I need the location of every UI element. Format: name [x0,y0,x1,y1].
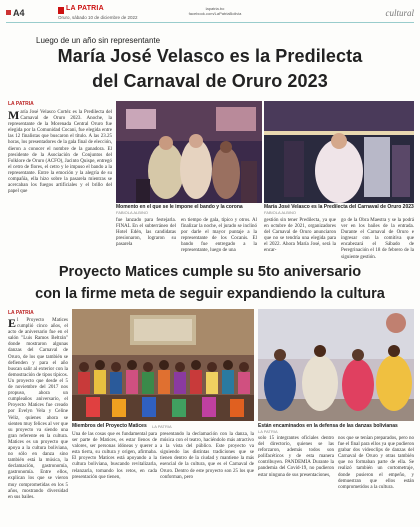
page-header [0,0,420,24]
story2-caption-2: Están encaminados en la defensa de las danzas bolivianas [258,423,398,429]
story2-credit-2: LA PATRIA [258,429,278,434]
social-links: lapatria.bo facebook.com/LaPatriaBolivia [188,6,242,16]
story1-photo-predilecta [264,101,414,203]
story1-headline-line2: del Carnaval de Oruro 2023 [92,71,328,91]
story1-column-5: go de la Obra Maestra y se la podrá ver en los bailes de la entrada. Durante el Carnaval de Oruro e ingresar con la comitiva que encabezará el Sábado de Peregrinación el 18 de febrero de la siguiente gestión. [341,218,414,260]
story1-caption-2: María José Velasco es la Predilecta del Carnaval de Oruro 2023 [264,204,414,210]
story1-caption-1: Momento en el que se le impone el bando y la corona [116,204,243,210]
story2-headline-line1: Proyecto Matices cumple su 5to aniversario [58,264,362,280]
story1-kicker: Luego de un año sin representante [36,36,161,45]
story2-column-3: presentando la declamación con la danza, la música con el teatro, haciéndolo más atractivo a la vista del público. Este proyecto va siguiendo las distintas tradiciones que se tienen dentro de la ciudad y mantiene la más esencial de la cultura, que es el Carnaval de Oruro. Dentro de este proyecto son 25 los que conforman, pero [160,432,254,480]
story1-column-1: María José Velasco Cortéz es la Predilecta del Carnaval de Oruro 2023. Anoche, la representante de la Morenada Central Oruro fue elegida por la Comunidad Cocani, fue elegida entre las 12 finalistas que buscaron el título. A las 23.25 horas, los presentadores de la gala final de elección, dieron a conocer el nombre de la ganadora. El presidente de la Asociación de Conjuntos del Folklore de Oruro (ACFO), Jacinto Quispe, entregó el cetro de flores, el cetro y le impuso el bando a la representante. Entre la emoción y la alegría de su compañía, ella hizo sobre la pasarela mientras se acercaban los fuegos artificiales y el brillo del papel que [8,108,112,195]
story1-column-4: gestión sin tener Predilecta, ya que en octubre de 2021, organizadores del Carnaval de Oruro anunciaron que no se tendría una elegida para el 2022. Ahora María José, será la encar- [264,218,336,254]
story1-photo-crowning [116,101,262,203]
story1-credit-2: FABIOLA ALBINO [264,210,297,215]
section-name: cultural [385,8,414,18]
story1-headline-line1: María José Velasco es la Predilecta [57,46,363,66]
story2-headline-line2: con la firme meta de seguir expandiendo la cultura [35,286,385,302]
story1-column-3: en tiempo de gala, típico y otros. Al finalizar la noche, el jurado se inclinó por darle el mayor puntaje a la representante de los Cocanis. El bando fue entregado a la representante, luego de una [181,218,257,254]
header-rule [6,22,414,23]
drop-cap: E [8,316,17,330]
story1-credit-1: FABIOLA ALBINO [116,210,149,215]
story2-caption-1: Miembros del Proyecto Matices [72,423,147,429]
story1-column-2: fue lanzado para festejarla. FINAL En el subterráneo del Hotel Edén, las candidatas presionaron, lograron su pasarela [116,218,176,248]
drop-cap: M [8,108,20,122]
story2-column-4: solo 15 integrantes oficiales dentro del directorio, quienes se las reforzaron, además todos son polifacéticos y de esta manera contribuyen. PANDEMIA Durante la pandemia del Covid-19, no pudieron estar ninguna de sus presentaciones, [258,436,334,478]
story1-byline: LA PATRIA [8,101,34,107]
brand-name: LA PATRIA [66,5,104,12]
story2-column-5: nos que se tenían preparados, pero no fue el final para ellos ya que pudieron grabar dos videoclips de danzas del Carnaval de Oruro y otras también que no formaban parte de ella. Se realizó también un cortometraje, donde pusieron el empeño, y demuestran que ellos están comprometidos a la cultura. [338,436,414,490]
page-number: A4 [6,8,25,18]
story2-column-1: El Proyecto Matices cumplió cinco años, el acto de aniversario fue en el salón "Luis Ramos Beltrán" donde mostraron algunas danzas del Carnaval de Oruro, de los que también se defienden y para el año buscan salir al exterior con la demostración de tipos típicos. Un proyecto que desde el 5 de noviembre del 2017 nos propuso, ahora un cumpleaños aniversario, el Proyecto Matices fue creado por Evelyn Vela y Celine Veliz, quienes ahora se sienten muy felices al ver que su proyecto va siendo una gran referente en la cultura. Matices es un proyecto que apoya a la cultura boliviana, no sólo en danza sino también está la música, la declamación, gastronomía, gastronomía. Entre ellos, explican los que se vieron muy comprometidas en los 5 años, mostrando diversidad en sus bailes. [8,316,68,500]
issue-date: Oruro, sábado 10 de diciembre de 2022 [58,15,138,20]
story2-photo-group [72,309,254,421]
story2-column-2: Una de las cosas que es fundamental para ser parte de Matices, es estar llenos de valores, ser personas idóneas y querer a esta tierra, su cultura y origen, afirmaba. El proyecto Matices está apoyando a la cultura boliviana, buscando revitalizarla, relanzarla, tomando los retos, en cada presentación que tienen, [72,432,157,480]
story2-photo-dancers [258,309,414,421]
story2-credit-1: LA PATRIA [152,424,172,429]
story2-byline: LA PATRIA [8,310,34,316]
